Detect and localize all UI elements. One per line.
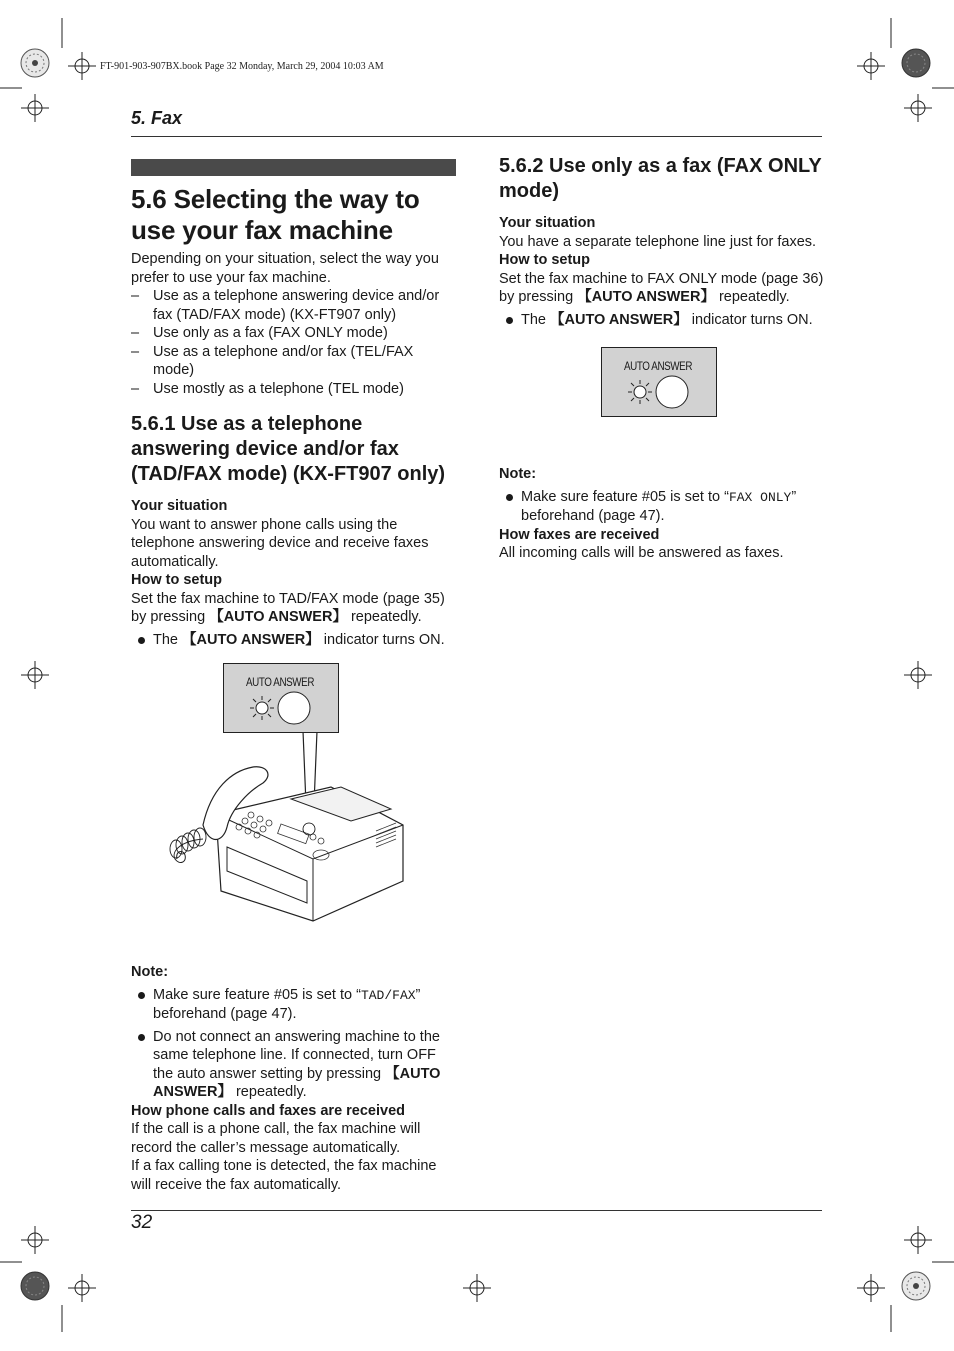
- auto-answer-callout: [223, 663, 339, 733]
- received-text: If the call is a phone call, the fax machine will record the caller’s message automatically.: [131, 1121, 421, 1156]
- auto-answer-figure: [499, 347, 824, 465]
- auto-answer-key: AUTO ANSWER: [591, 289, 701, 305]
- crosshair-icon: [463, 1274, 491, 1302]
- crosshair-icon: [21, 94, 49, 122]
- list-item: Make sure feature #05 is set to “TAD/FAX” beforehand (page 47).: [131, 986, 456, 1024]
- crosshair-icon: [904, 94, 932, 122]
- crosshair-icon: [904, 1226, 932, 1254]
- list-item: The 【AUTO ANSWER】 indicator turns ON.: [499, 311, 824, 330]
- right-column: [499, 154, 824, 563]
- setup-text: Set the fax machine to TAD/FAX mode (page 35) by pressing 【AUTO ANSWER】 repeatedly.: [131, 590, 445, 625]
- received-text: If a fax calling tone is detected, the fax machine will receive the fax automatically.: [131, 1158, 437, 1193]
- section-heading: 5.6.2 Use only as a fax (FAX ONLY mode): [499, 155, 822, 202]
- setup-text: Set the fax machine to FAX ONLY mode (page 36) by pressing 【AUTO ANSWER】 repeatedly.: [499, 270, 824, 305]
- note-label: Note:: [131, 964, 169, 980]
- received-text: All incoming calls will be answered as faxes.: [499, 545, 784, 561]
- crosshair-icon: [21, 1226, 49, 1254]
- indicator-light-icon: [240, 688, 330, 728]
- received-label: How faxes are received: [499, 526, 660, 543]
- crosshair-icon: [68, 1274, 96, 1302]
- list-item: The 【AUTO ANSWER】 indicator turns ON.: [131, 631, 456, 650]
- received-label: How phone calls and faxes are received: [131, 1102, 406, 1119]
- note-label: Note:: [499, 466, 537, 482]
- left-column: [131, 159, 456, 1194]
- crosshair-icon: [857, 52, 885, 80]
- auto-answer-label: AUTO ANSWER: [246, 675, 315, 689]
- list-item: Make sure feature #05 is set to “FAX ONLY” beforehand (page 47).: [499, 488, 824, 526]
- crosshair-icon: [904, 661, 932, 689]
- list-item: – Use as a telephone and/or fax (TEL/FAX mode): [131, 343, 456, 380]
- crosshair-icon: [21, 661, 49, 689]
- fax-figure: [131, 659, 456, 957]
- situation-text: You want to answer phone calls using the telephone answering device and receive faxes automatically.: [131, 516, 429, 570]
- auto-answer-label: AUTO ANSWER: [624, 359, 693, 373]
- crosshair-icon: [68, 52, 96, 80]
- list-item: – Use only as a fax (FAX ONLY mode): [131, 324, 456, 343]
- color-target-icon: [21, 1272, 49, 1300]
- crosshair-icon: [857, 1274, 885, 1302]
- auto-answer-key: AUTO ANSWER: [223, 609, 333, 625]
- situation-text: You have a separate telephone line just for faxes.: [499, 233, 817, 250]
- intro-text: Depending on your situation, select the way you prefer to use your fax machine.: [131, 251, 439, 286]
- setup-label: How to setup: [499, 252, 591, 268]
- auto-answer-callout: [601, 347, 717, 417]
- section-heading: 5.6.1 Use as a telephone answering device and/or fax (TAD/FAX mode) (KX-FT907 only): [131, 413, 446, 485]
- page-title: 5.6 Selecting the way to use your fax machine: [131, 184, 420, 245]
- page-number: 32: [131, 1212, 153, 1233]
- color-target-icon: [902, 1272, 930, 1300]
- heading-bar: [131, 159, 456, 176]
- list-item: – Use as a telephone answering device and/or fax (TAD/FAX mode) (KX-FT907 only): [131, 287, 456, 324]
- indicator-light-icon: [618, 372, 708, 412]
- color-target-icon: [21, 49, 49, 77]
- situation-label: Your situation: [131, 498, 228, 514]
- list-item: – Use mostly as a telephone (TEL mode): [131, 380, 456, 399]
- setup-label: How to setup: [131, 572, 223, 588]
- header-rule: [131, 136, 822, 137]
- footer-rule: [131, 1210, 822, 1211]
- list-item: Do not connect an answering machine to the same telephone line. If connected, turn OFF the auto answer setting by pressing 【AUTO ANSWER】 repeatedly.: [131, 1028, 456, 1102]
- print-header: FT-901-903-907BX.book Page 32 Monday, March 29, 2004 10:03 AM: [100, 61, 384, 72]
- section-label: 5. Fax: [131, 108, 183, 128]
- color-target-icon: [902, 49, 930, 77]
- situation-label: Your situation: [499, 215, 596, 231]
